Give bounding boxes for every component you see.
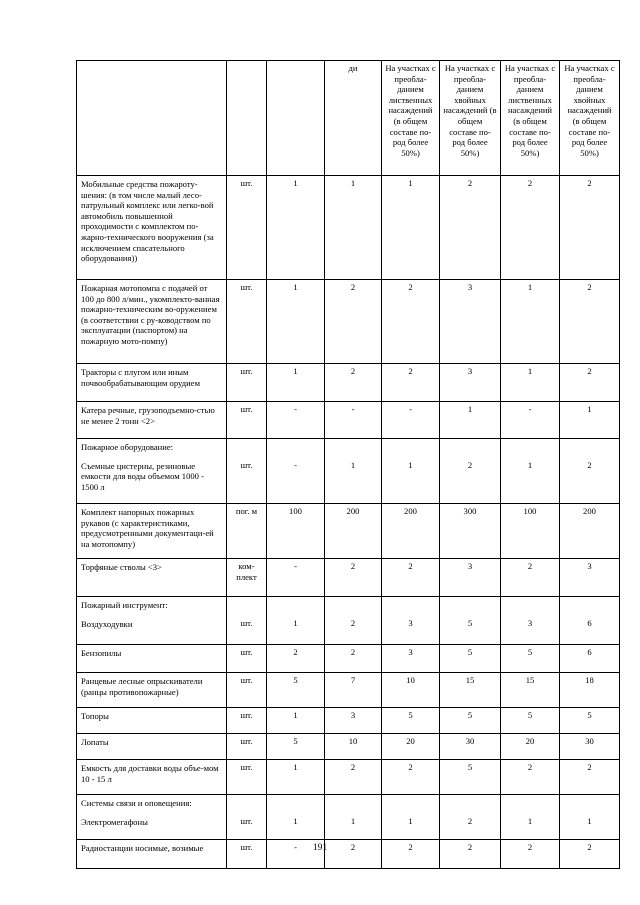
value-cell: 200 [382, 504, 440, 559]
header-cell: На участках с преобла-данием хвойных насаждений (в общем составе по-род более 50%) [440, 61, 501, 176]
value-cell: 2 [560, 364, 620, 402]
value-cell: 1 [501, 364, 560, 402]
table-row [77, 760, 620, 795]
empty-cell [227, 597, 267, 616]
value-cell: - [267, 840, 325, 869]
table-row [77, 708, 620, 734]
value-cell: 2 [325, 280, 382, 364]
value-cell: 2 [440, 176, 501, 280]
unit-cell: шт. [227, 458, 267, 504]
value-cell: 5 [501, 708, 560, 734]
value-cell: 1 [440, 402, 501, 439]
value-cell: 3 [382, 645, 440, 673]
empty-cell [440, 439, 501, 458]
header-cell [227, 61, 267, 176]
unit-cell: шт. [227, 402, 267, 439]
value-cell: 2 [325, 645, 382, 673]
empty-cell [440, 795, 501, 814]
item-name: Лопаты [77, 734, 227, 760]
item-name: Радиостанции носимые, возимые [77, 840, 227, 869]
value-cell: 1 [560, 402, 620, 439]
equipment-table [76, 60, 620, 869]
value-cell: 3 [501, 616, 560, 645]
value-cell: 20 [382, 734, 440, 760]
value-cell: 2 [382, 280, 440, 364]
unit-cell: шт. [227, 840, 267, 869]
value-cell: - [267, 402, 325, 439]
table-row [77, 280, 620, 364]
value-cell: 2 [560, 840, 620, 869]
value-cell: 5 [382, 708, 440, 734]
value-cell: 2 [325, 559, 382, 597]
value-cell: 1 [560, 814, 620, 840]
value-cell: 1 [267, 814, 325, 840]
value-cell: 5 [440, 616, 501, 645]
value-cell: 5 [267, 734, 325, 760]
item-name: Электромегафоны [77, 814, 227, 840]
value-cell: 2 [560, 458, 620, 504]
item-name: Пожарная мотопомпа с подачей от 100 до 800 л/мин., укомплекто-ванная пожарно-техническим во-оружением (в соответствии с ру-ководством по эксплуатации (паспортом) на пожарную мото-помпу) [77, 280, 227, 364]
unit-cell: шт. [227, 364, 267, 402]
value-cell: 5 [501, 645, 560, 673]
value-cell: 1 [501, 458, 560, 504]
table-row [77, 402, 620, 439]
value-cell: 15 [501, 673, 560, 708]
item-name: Мобильные средства пожароту-шения: (в том числе малый лесо-патрульный комплекс или легко-вой автомобиль повышенной проходимости с комплектом по-жарно-технического вооружения (за исключением спасательного оборудования)) [77, 176, 227, 280]
value-cell: 15 [440, 673, 501, 708]
value-cell: 10 [382, 673, 440, 708]
table-row [77, 176, 620, 280]
unit-cell: шт. [227, 616, 267, 645]
value-cell: 2 [560, 280, 620, 364]
empty-cell [325, 597, 382, 616]
value-cell: 7 [325, 673, 382, 708]
value-cell: 30 [440, 734, 501, 760]
value-cell: 5 [267, 673, 325, 708]
value-cell: 3 [440, 280, 501, 364]
value-cell: 1 [267, 708, 325, 734]
unit-cell: шт. [227, 734, 267, 760]
value-cell: 3 [440, 364, 501, 402]
item-name: Бензопилы [77, 645, 227, 673]
item-name: Съемные цистерны, резиновые емкости для воды объемом 1000 - 1500 л [77, 458, 227, 504]
unit-cell: шт. [227, 280, 267, 364]
empty-cell [501, 795, 560, 814]
value-cell: 1 [267, 176, 325, 280]
value-cell: 2 [501, 176, 560, 280]
empty-cell [382, 597, 440, 616]
value-cell: 6 [560, 616, 620, 645]
section-title: Пожарный инструмент: [77, 597, 227, 616]
value-cell: 5 [440, 760, 501, 795]
section-row [77, 439, 620, 458]
item-name: Катера речные, грузоподъемно-стью не менее 2 тонн <2> [77, 402, 227, 439]
item-name: Ранцевые лесные опрыскиватели (ранцы противопожарные) [77, 673, 227, 708]
value-cell: 1 [325, 814, 382, 840]
table-row [77, 616, 620, 645]
unit-cell: шт. [227, 760, 267, 795]
empty-cell [267, 795, 325, 814]
table-row [77, 504, 620, 559]
table-row [77, 734, 620, 760]
unit-cell: шт. [227, 708, 267, 734]
value-cell: 2 [325, 616, 382, 645]
value-cell: 2 [440, 458, 501, 504]
value-cell: 6 [560, 645, 620, 673]
value-cell: 1 [267, 364, 325, 402]
empty-cell [227, 439, 267, 458]
value-cell: 2 [440, 840, 501, 869]
table-row [77, 458, 620, 504]
value-cell: - [325, 402, 382, 439]
value-cell: 2 [267, 645, 325, 673]
value-cell: 1 [382, 176, 440, 280]
value-cell: 3 [325, 708, 382, 734]
value-cell: - [382, 402, 440, 439]
value-cell: 20 [501, 734, 560, 760]
item-name: Комплект напорных пожарных рукавов (с характеристиками, предусмотренными документаци-ей на мотопомпу) [77, 504, 227, 559]
empty-cell [227, 795, 267, 814]
empty-cell [382, 439, 440, 458]
unit-cell: шт. [227, 673, 267, 708]
header-cell: На участках с преобла-данием хвойных насаждений (в общем составе по-род более 50%) [560, 61, 620, 176]
value-cell: 2 [560, 760, 620, 795]
unit-cell: шт. [227, 814, 267, 840]
section-title: Пожарное оборудование: [77, 439, 227, 458]
value-cell: 1 [501, 280, 560, 364]
value-cell: 1 [267, 280, 325, 364]
value-cell: 1 [382, 814, 440, 840]
value-cell: 18 [560, 673, 620, 708]
value-cell: 30 [560, 734, 620, 760]
empty-cell [325, 795, 382, 814]
value-cell: 1 [267, 760, 325, 795]
empty-cell [267, 597, 325, 616]
value-cell: - [267, 559, 325, 597]
unit-cell: ком-плект [227, 559, 267, 597]
header-row [77, 61, 620, 176]
value-cell: 200 [325, 504, 382, 559]
section-row [77, 597, 620, 616]
empty-cell [560, 439, 620, 458]
value-cell: 2 [501, 760, 560, 795]
value-cell: 2 [382, 559, 440, 597]
header-cell [77, 61, 227, 176]
table-row [77, 559, 620, 597]
value-cell: 1 [501, 814, 560, 840]
value-cell: 2 [501, 559, 560, 597]
header-cell: ди [325, 61, 382, 176]
empty-cell [267, 439, 325, 458]
value-cell: 300 [440, 504, 501, 559]
table-row [77, 673, 620, 708]
value-cell: 2 [382, 364, 440, 402]
item-name: Тракторы с плугом или иным почвообрабатывающим орудием [77, 364, 227, 402]
item-name: Воздуходувки [77, 616, 227, 645]
value-cell: 2 [382, 840, 440, 869]
value-cell: 10 [325, 734, 382, 760]
value-cell: 2 [501, 840, 560, 869]
header-cell [267, 61, 325, 176]
header-cell: На участках с преобла-данием лиственных насаждений (в общем составе по-род более 50%) [501, 61, 560, 176]
unit-cell: шт. [227, 176, 267, 280]
item-name: Емкость для доставки воды объе-мом 10 - 15 л [77, 760, 227, 795]
section-title: Системы связи и оповещения: [77, 795, 227, 814]
unit-cell: пог. м [227, 504, 267, 559]
value-cell: 1 [325, 458, 382, 504]
value-cell: 2 [325, 760, 382, 795]
empty-cell [440, 597, 501, 616]
item-name: Топоры [77, 708, 227, 734]
value-cell: 5 [560, 708, 620, 734]
value-cell: 2 [325, 840, 382, 869]
value-cell: 5 [440, 645, 501, 673]
value-cell: 1 [382, 458, 440, 504]
empty-cell [382, 795, 440, 814]
value-cell: - [501, 402, 560, 439]
value-cell: 100 [501, 504, 560, 559]
value-cell: 2 [440, 814, 501, 840]
value-cell: 1 [267, 616, 325, 645]
empty-cell [501, 439, 560, 458]
value-cell: 200 [560, 504, 620, 559]
value-cell: 3 [382, 616, 440, 645]
value-cell: 5 [440, 708, 501, 734]
unit-cell: шт. [227, 645, 267, 673]
empty-cell [560, 597, 620, 616]
header-cell: На участках с преобла-данием лиственных насаждений (в общем составе по-род более 50%) [382, 61, 440, 176]
empty-cell [501, 597, 560, 616]
table-row [77, 814, 620, 840]
table-row [77, 645, 620, 673]
value-cell: 3 [440, 559, 501, 597]
section-row [77, 795, 620, 814]
value-cell: 1 [325, 176, 382, 280]
empty-cell [325, 439, 382, 458]
item-name: Торфяные стволы <3> [77, 559, 227, 597]
value-cell: 2 [382, 760, 440, 795]
value-cell: 100 [267, 504, 325, 559]
empty-cell [560, 795, 620, 814]
value-cell: 2 [560, 176, 620, 280]
page-number: 191 [312, 843, 328, 853]
value-cell: - [267, 458, 325, 504]
value-cell: 2 [325, 364, 382, 402]
table-row [77, 364, 620, 402]
value-cell: 3 [560, 559, 620, 597]
